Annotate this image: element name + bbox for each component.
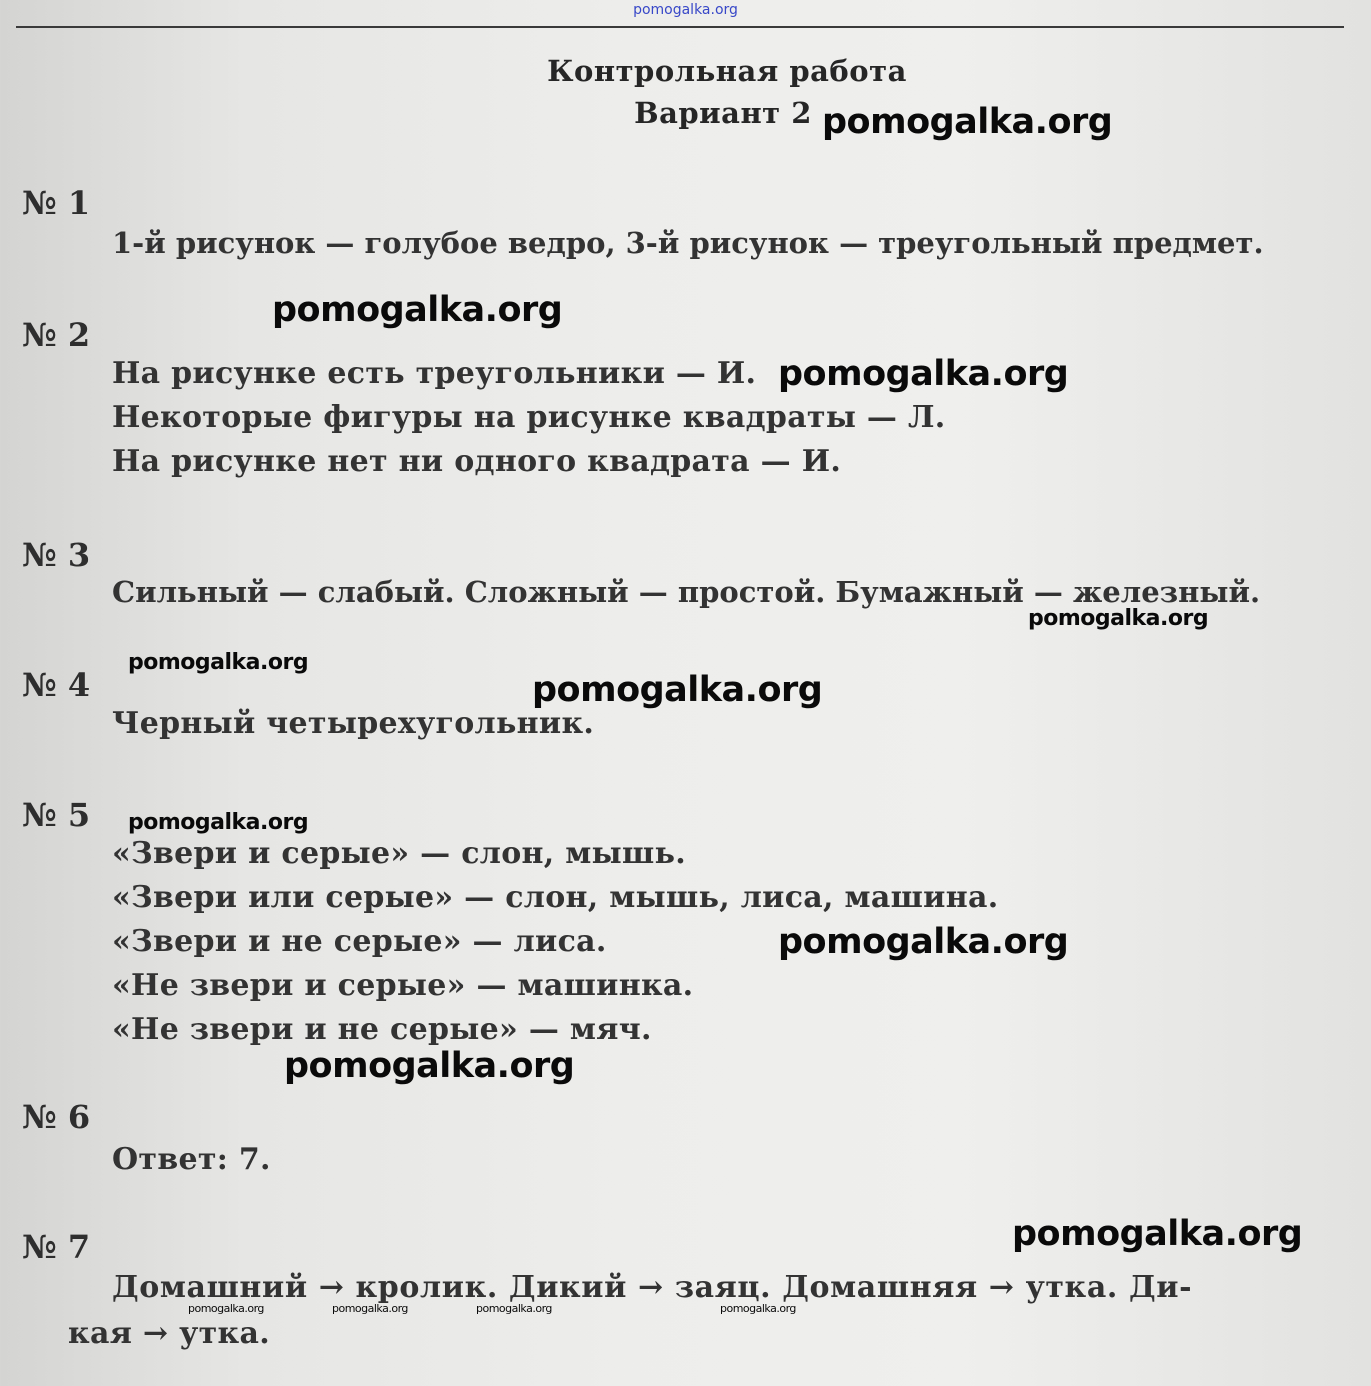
task-3-line-1: Сильный — слабый. Сложный — простой. Бумажный — железный. bbox=[112, 575, 1261, 609]
watermark: pomogalka.org bbox=[272, 290, 563, 330]
task-2-line-1: На рисунке есть треугольники — И. bbox=[112, 356, 757, 391]
watermark: pomogalka.org bbox=[822, 102, 1113, 142]
task-5-line-3: «Звери и не серые» — лиса. bbox=[112, 924, 607, 959]
watermark: pomogalka.org bbox=[1012, 1214, 1303, 1254]
watermark: pomogalka.org bbox=[778, 354, 1069, 394]
task-number-2: № 2 bbox=[22, 316, 91, 354]
task-number-6: № 6 bbox=[22, 1098, 91, 1136]
task-number-1: № 1 bbox=[22, 184, 91, 222]
page-title: Контрольная работа bbox=[547, 54, 907, 88]
task-number-4: № 4 bbox=[22, 666, 91, 704]
watermark: pomogalka.org bbox=[128, 810, 309, 835]
page-subtitle: Вариант 2 bbox=[634, 96, 812, 130]
task-number-7: № 7 bbox=[22, 1228, 91, 1266]
watermark: pomogalka.org bbox=[188, 1302, 264, 1315]
top-site-link[interactable]: pomogalka.org bbox=[633, 2, 738, 18]
task-5-line-2: «Звери или серые» — слон, мышь, лиса, машина. bbox=[112, 880, 999, 915]
watermark: pomogalka.org bbox=[128, 650, 309, 675]
task-5-line-4: «Не звери и серые» — машинка. bbox=[112, 968, 694, 1003]
task-2-line-3: На рисунке нет ни одного квадрата — И. bbox=[112, 444, 842, 479]
watermark: pomogalka.org bbox=[332, 1302, 408, 1315]
task-number-5: № 5 bbox=[22, 796, 91, 834]
task-6-line-1: Ответ: 7. bbox=[112, 1142, 271, 1177]
watermark: pomogalka.org bbox=[778, 922, 1069, 962]
watermark: pomogalka.org bbox=[1028, 606, 1209, 631]
task-2-line-2: Некоторые фигуры на рисунке квадраты — Л. bbox=[112, 400, 946, 435]
watermark: pomogalka.org bbox=[284, 1046, 575, 1086]
task-7-line-2: кая → утка. bbox=[68, 1316, 270, 1351]
header-rule bbox=[16, 26, 1344, 28]
task-7-line-1: Домашний → кролик. Дикий → заяц. Домашняя → утка. Ди- bbox=[112, 1270, 1193, 1305]
task-5-line-1: «Звери и серые» — слон, мышь. bbox=[112, 836, 686, 871]
watermark: pomogalka.org bbox=[720, 1302, 796, 1315]
watermark: pomogalka.org bbox=[476, 1302, 552, 1315]
task-4-line-1: Черный четырехугольник. bbox=[112, 706, 595, 741]
watermark: pomogalka.org bbox=[532, 670, 823, 710]
task-5-line-5: «Не звери и не серые» — мяч. bbox=[112, 1012, 652, 1047]
task-1-line-1: 1-й рисунок — голубое ведро, 3-й рисунок — треугольный предмет. bbox=[112, 226, 1264, 260]
task-number-3: № 3 bbox=[22, 536, 91, 574]
